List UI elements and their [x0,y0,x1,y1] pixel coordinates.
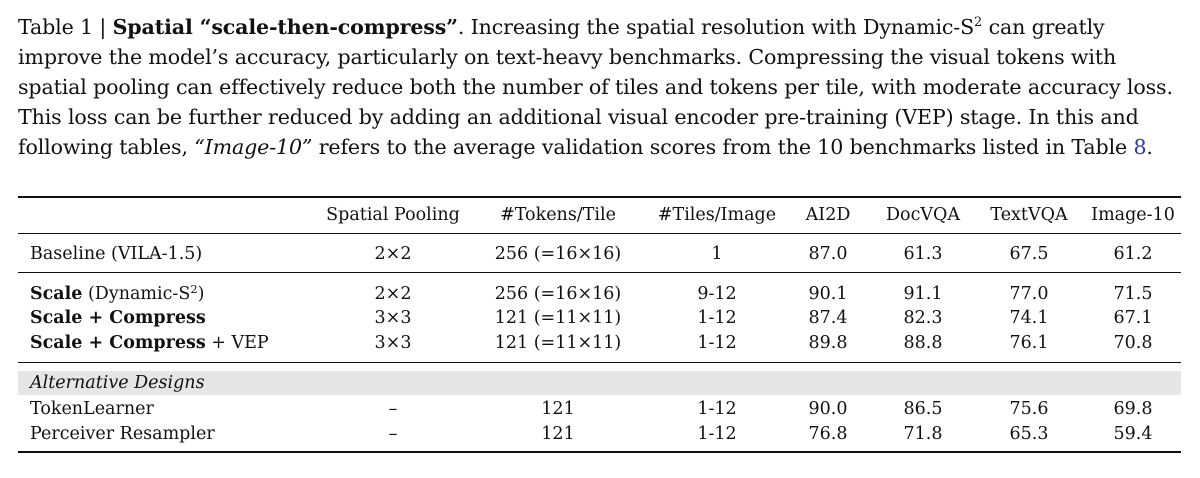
scale-section-rule [18,362,1181,363]
table-row-baseline [18,242,1181,266]
caption-text: . Increasing the spatial resolution with Dynamic-S [457,15,975,39]
table-row [18,306,1181,330]
caption-text: . [1146,135,1153,159]
table-cell: 1-12 [697,399,737,419]
table-cell: 67.1 [1113,308,1153,328]
table-cell: 82.3 [903,308,943,328]
table-cell: 121 [541,424,575,444]
table-cell: 1-12 [697,308,737,328]
table-cell: 2×2 [374,244,412,264]
table-cell: 256 (=16×16) [494,284,622,304]
header-cell: Spatial Pooling [326,205,460,225]
table-cell: 61.2 [1113,244,1153,264]
table-cell: 70.8 [1113,333,1153,353]
table-cell: 89.8 [808,333,848,353]
table-row [18,331,1181,355]
table-cell: – [388,399,398,419]
row-label: Perceiver Resampler [30,424,215,444]
table-cell: 90.0 [808,399,848,419]
table-cell: 71.8 [903,424,943,444]
table-cell: 61.3 [903,244,943,264]
table-cell: 67.5 [1009,244,1049,264]
table-cell: 74.1 [1009,308,1049,328]
table-bottom-rule [18,451,1181,453]
row-label: Scale + Compress [30,308,206,328]
caption-text: refers to the average validation scores from the 10 benchmarks listed in Table [312,135,1134,159]
row-label: Baseline (VILA-1.5) [30,244,203,264]
row-label: TokenLearner [30,399,154,419]
table-cell: 71.5 [1113,284,1153,304]
table-row [18,282,1181,306]
table-cell: 1-12 [697,424,737,444]
caption-line-5 [18,132,1186,162]
table-cell: 2×2 [374,284,412,304]
table-cell: 75.6 [1009,399,1049,419]
table-cell: 88.8 [903,333,943,353]
caption-line-1 [18,12,1186,42]
table-cell: 3×3 [374,333,412,353]
row-label: Scale $(Dynamic-S^2)$ [30,282,205,304]
table-cell: 87.0 [808,244,848,264]
table-cell: 121 (=11×11) [494,308,622,328]
alt-section-header [18,371,1181,395]
table-cell: 1 [711,244,723,264]
table-cell: 121 [541,399,575,419]
header-cell: #Tiles/Image [657,205,777,225]
table-cell: 91.1 [903,284,943,304]
header-cell: TextVQA [990,205,1068,225]
caption-text: can greatly [982,15,1105,39]
table-cell: 87.4 [808,308,848,328]
table-cell: 59.4 [1113,424,1153,444]
table-header-row [18,203,1181,227]
caption-table-label: Table 1 | [18,15,113,39]
table-top-rule [18,196,1181,198]
table-cell: 76.8 [808,424,848,444]
caption-title: Spatial “scale-then-compress” [112,15,458,39]
caption-line-4: This loss can be further reduced by adding an additional visual encoder pre-training (VEP) stage. In this and [18,105,1139,129]
table-reference-link[interactable]: 8 [1133,135,1147,159]
table-cell: 121 (=11×11) [494,333,622,353]
baseline-rule [18,272,1181,273]
header-rule [18,233,1181,234]
table-cell: 3×3 [374,308,412,328]
caption-line-3: spatial pooling can effectively reduce both the number of tiles and tokens per tile, with moderate accuracy loss. [18,75,1173,99]
section-label: Alternative Designs [30,373,205,393]
table-cell: 65.3 [1009,424,1049,444]
table-cell: 86.5 [903,399,943,419]
table-cell: 69.8 [1113,399,1153,419]
caption-text: following tables, [18,135,195,159]
table-row [18,422,1181,446]
caption-line-2: improve the model’s accuracy, particularly on text-heavy benchmarks. Compressing the visual tokens with [18,45,1117,69]
table-cell: 90.1 [808,284,848,304]
row-label: Scale + Compress + VEP [30,333,269,353]
header-cell: #Tokens/Tile [500,205,616,225]
table-row [18,397,1181,421]
table-cell: – [388,424,398,444]
header-cell: AI2D [805,205,851,225]
table-cell: 76.1 [1009,333,1049,353]
header-cell: Image-10 [1091,205,1175,225]
table-cell: 256 (=16×16) [494,244,622,264]
table-caption [18,12,1186,162]
caption-italic-term: “Image-10” [194,135,313,159]
table-cell: 9-12 [697,284,737,304]
header-cell: DocVQA [886,205,960,225]
table-cell: 1-12 [697,333,737,353]
table-cell: 77.0 [1009,284,1049,304]
caption-superscript: 2 [974,15,983,30]
